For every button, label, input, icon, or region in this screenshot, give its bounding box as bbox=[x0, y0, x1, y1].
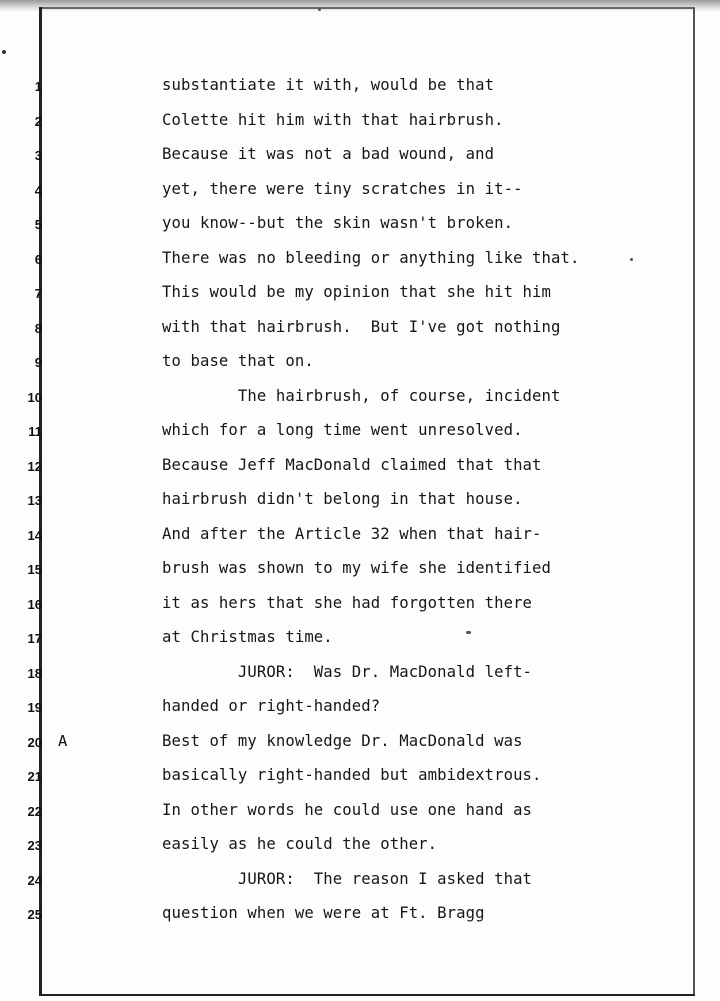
transcript-line: In other words he could use one hand as bbox=[162, 801, 533, 819]
transcript-line: handed or right-handed? bbox=[162, 697, 381, 715]
transcript-line: This would be my opinion that she hit him bbox=[162, 283, 552, 301]
line-number: 5 bbox=[34, 217, 42, 232]
transcript-line: The hairbrush, of course, incident bbox=[162, 387, 561, 405]
line-number: 22 bbox=[27, 804, 42, 819]
transcript-line: you know--but the skin wasn't broken. bbox=[162, 214, 514, 232]
line-number: 13 bbox=[27, 493, 42, 508]
line-number: 7 bbox=[34, 286, 42, 301]
line-number: 18 bbox=[27, 666, 42, 681]
page-border-right bbox=[693, 8, 695, 995]
page-border-bottom bbox=[39, 994, 695, 996]
line-number: 20 bbox=[27, 735, 42, 750]
line-number: 12 bbox=[27, 459, 42, 474]
transcript-line: it as hers that she had forgotten there bbox=[162, 594, 533, 612]
transcript-line: brush was shown to my wife she identified bbox=[162, 559, 552, 577]
transcript-line: at Christmas time. bbox=[162, 628, 333, 646]
scan-speck bbox=[466, 631, 471, 634]
transcript-line: substantiate it with, would be that bbox=[162, 76, 495, 94]
scan-speck bbox=[630, 258, 633, 261]
line-number: 23 bbox=[27, 838, 42, 853]
line-number: 9 bbox=[34, 355, 42, 370]
transcript-line: easily as he could the other. bbox=[162, 835, 438, 853]
line-number: 14 bbox=[27, 528, 42, 543]
transcript-line: which for a long time went unresolved. bbox=[162, 421, 523, 439]
transcript-line: yet, there were tiny scratches in it-- bbox=[162, 180, 523, 198]
line-number: 11 bbox=[28, 424, 42, 439]
transcript-line: question when we were at Ft. Bragg bbox=[162, 904, 485, 922]
line-number: 1 bbox=[34, 79, 42, 94]
line-number: 25 bbox=[27, 907, 42, 922]
page-border-top bbox=[39, 7, 695, 9]
line-number: 8 bbox=[34, 321, 42, 336]
transcript-line: Because Jeff MacDonald claimed that that bbox=[162, 456, 542, 474]
line-number: 4 bbox=[34, 183, 42, 198]
transcript-line: Colette hit him with that hairbrush. bbox=[162, 111, 504, 129]
line-number: 15 bbox=[27, 562, 42, 577]
scan-top-shadow bbox=[0, 0, 720, 12]
scan-speck bbox=[318, 8, 321, 11]
line-number: 19 bbox=[27, 700, 42, 715]
transcript-line: Best of my knowledge Dr. MacDonald was bbox=[162, 732, 523, 750]
transcript-line: to base that on. bbox=[162, 352, 314, 370]
transcript-line: JUROR: The reason I asked that bbox=[162, 870, 533, 888]
transcript-line: hairbrush didn't belong in that house. bbox=[162, 490, 523, 508]
answer-marker: A bbox=[58, 732, 68, 750]
transcript-line: JUROR: Was Dr. MacDonald left- bbox=[162, 663, 533, 681]
transcript-line: Because it was not a bad wound, and bbox=[162, 145, 495, 163]
line-number: 24 bbox=[27, 873, 42, 888]
transcript-line: There was no bleeding or anything like that. bbox=[162, 249, 580, 267]
transcript-line: And after the Article 32 when that hair- bbox=[162, 525, 542, 543]
line-number: 16 bbox=[27, 597, 42, 612]
transcript-line: basically right-handed but ambidextrous. bbox=[162, 766, 542, 784]
transcript-line: with that hairbrush. But I've got nothing bbox=[162, 318, 561, 336]
hole-punch-mark bbox=[2, 50, 6, 54]
line-number: 2 bbox=[34, 114, 42, 129]
line-number: 10 bbox=[27, 390, 42, 405]
line-number: 6 bbox=[34, 252, 42, 267]
line-number: 21 bbox=[27, 769, 42, 784]
line-number: 17 bbox=[27, 631, 42, 646]
line-number: 3 bbox=[34, 148, 42, 163]
